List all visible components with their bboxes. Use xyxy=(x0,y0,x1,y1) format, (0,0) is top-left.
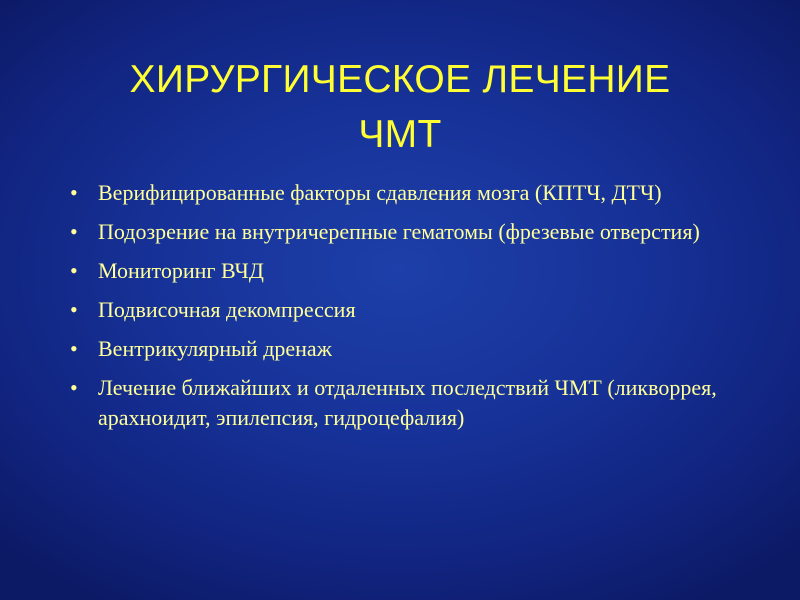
bullet-dot-icon: • xyxy=(70,258,78,283)
bullet-dot-icon: • xyxy=(70,219,78,244)
bullet-dot-icon: • xyxy=(70,297,78,322)
bullet-text: Вентрикулярный дренаж xyxy=(98,336,332,361)
bullet-dot-icon: • xyxy=(70,180,78,205)
title-line-1: ХИРУРГИЧЕСКОЕ ЛЕЧЕНИЕ xyxy=(129,58,671,101)
bullet-text: Верифицированные факторы сдавления мозга (КПТЧ, ДТЧ) xyxy=(98,180,662,205)
bullet-item xyxy=(70,178,740,208)
bullet-item xyxy=(70,217,740,247)
bullet-text: Подозрение на внутричерепные гематомы (фрезевые отверстия) xyxy=(98,219,700,244)
bullet-text: Подвисочная декомпрессия xyxy=(98,297,356,322)
title-line-2: ЧМТ xyxy=(358,113,442,156)
bullet-item xyxy=(70,256,740,286)
bullet-list xyxy=(70,178,740,442)
bullet-dot-icon: • xyxy=(70,336,78,361)
bullet-dot-icon: • xyxy=(70,375,78,400)
bullet-item xyxy=(70,295,740,325)
bullet-text: Лечение ближайших и отдаленных последствий ЧМТ (ликворрея, арахноидит, эпилепсия, гидроцефалия) xyxy=(98,375,717,430)
bullet-item xyxy=(70,334,740,364)
bullet-item xyxy=(70,373,740,433)
slide-title xyxy=(40,52,760,162)
bullet-text: Мониторинг ВЧД xyxy=(98,258,264,283)
